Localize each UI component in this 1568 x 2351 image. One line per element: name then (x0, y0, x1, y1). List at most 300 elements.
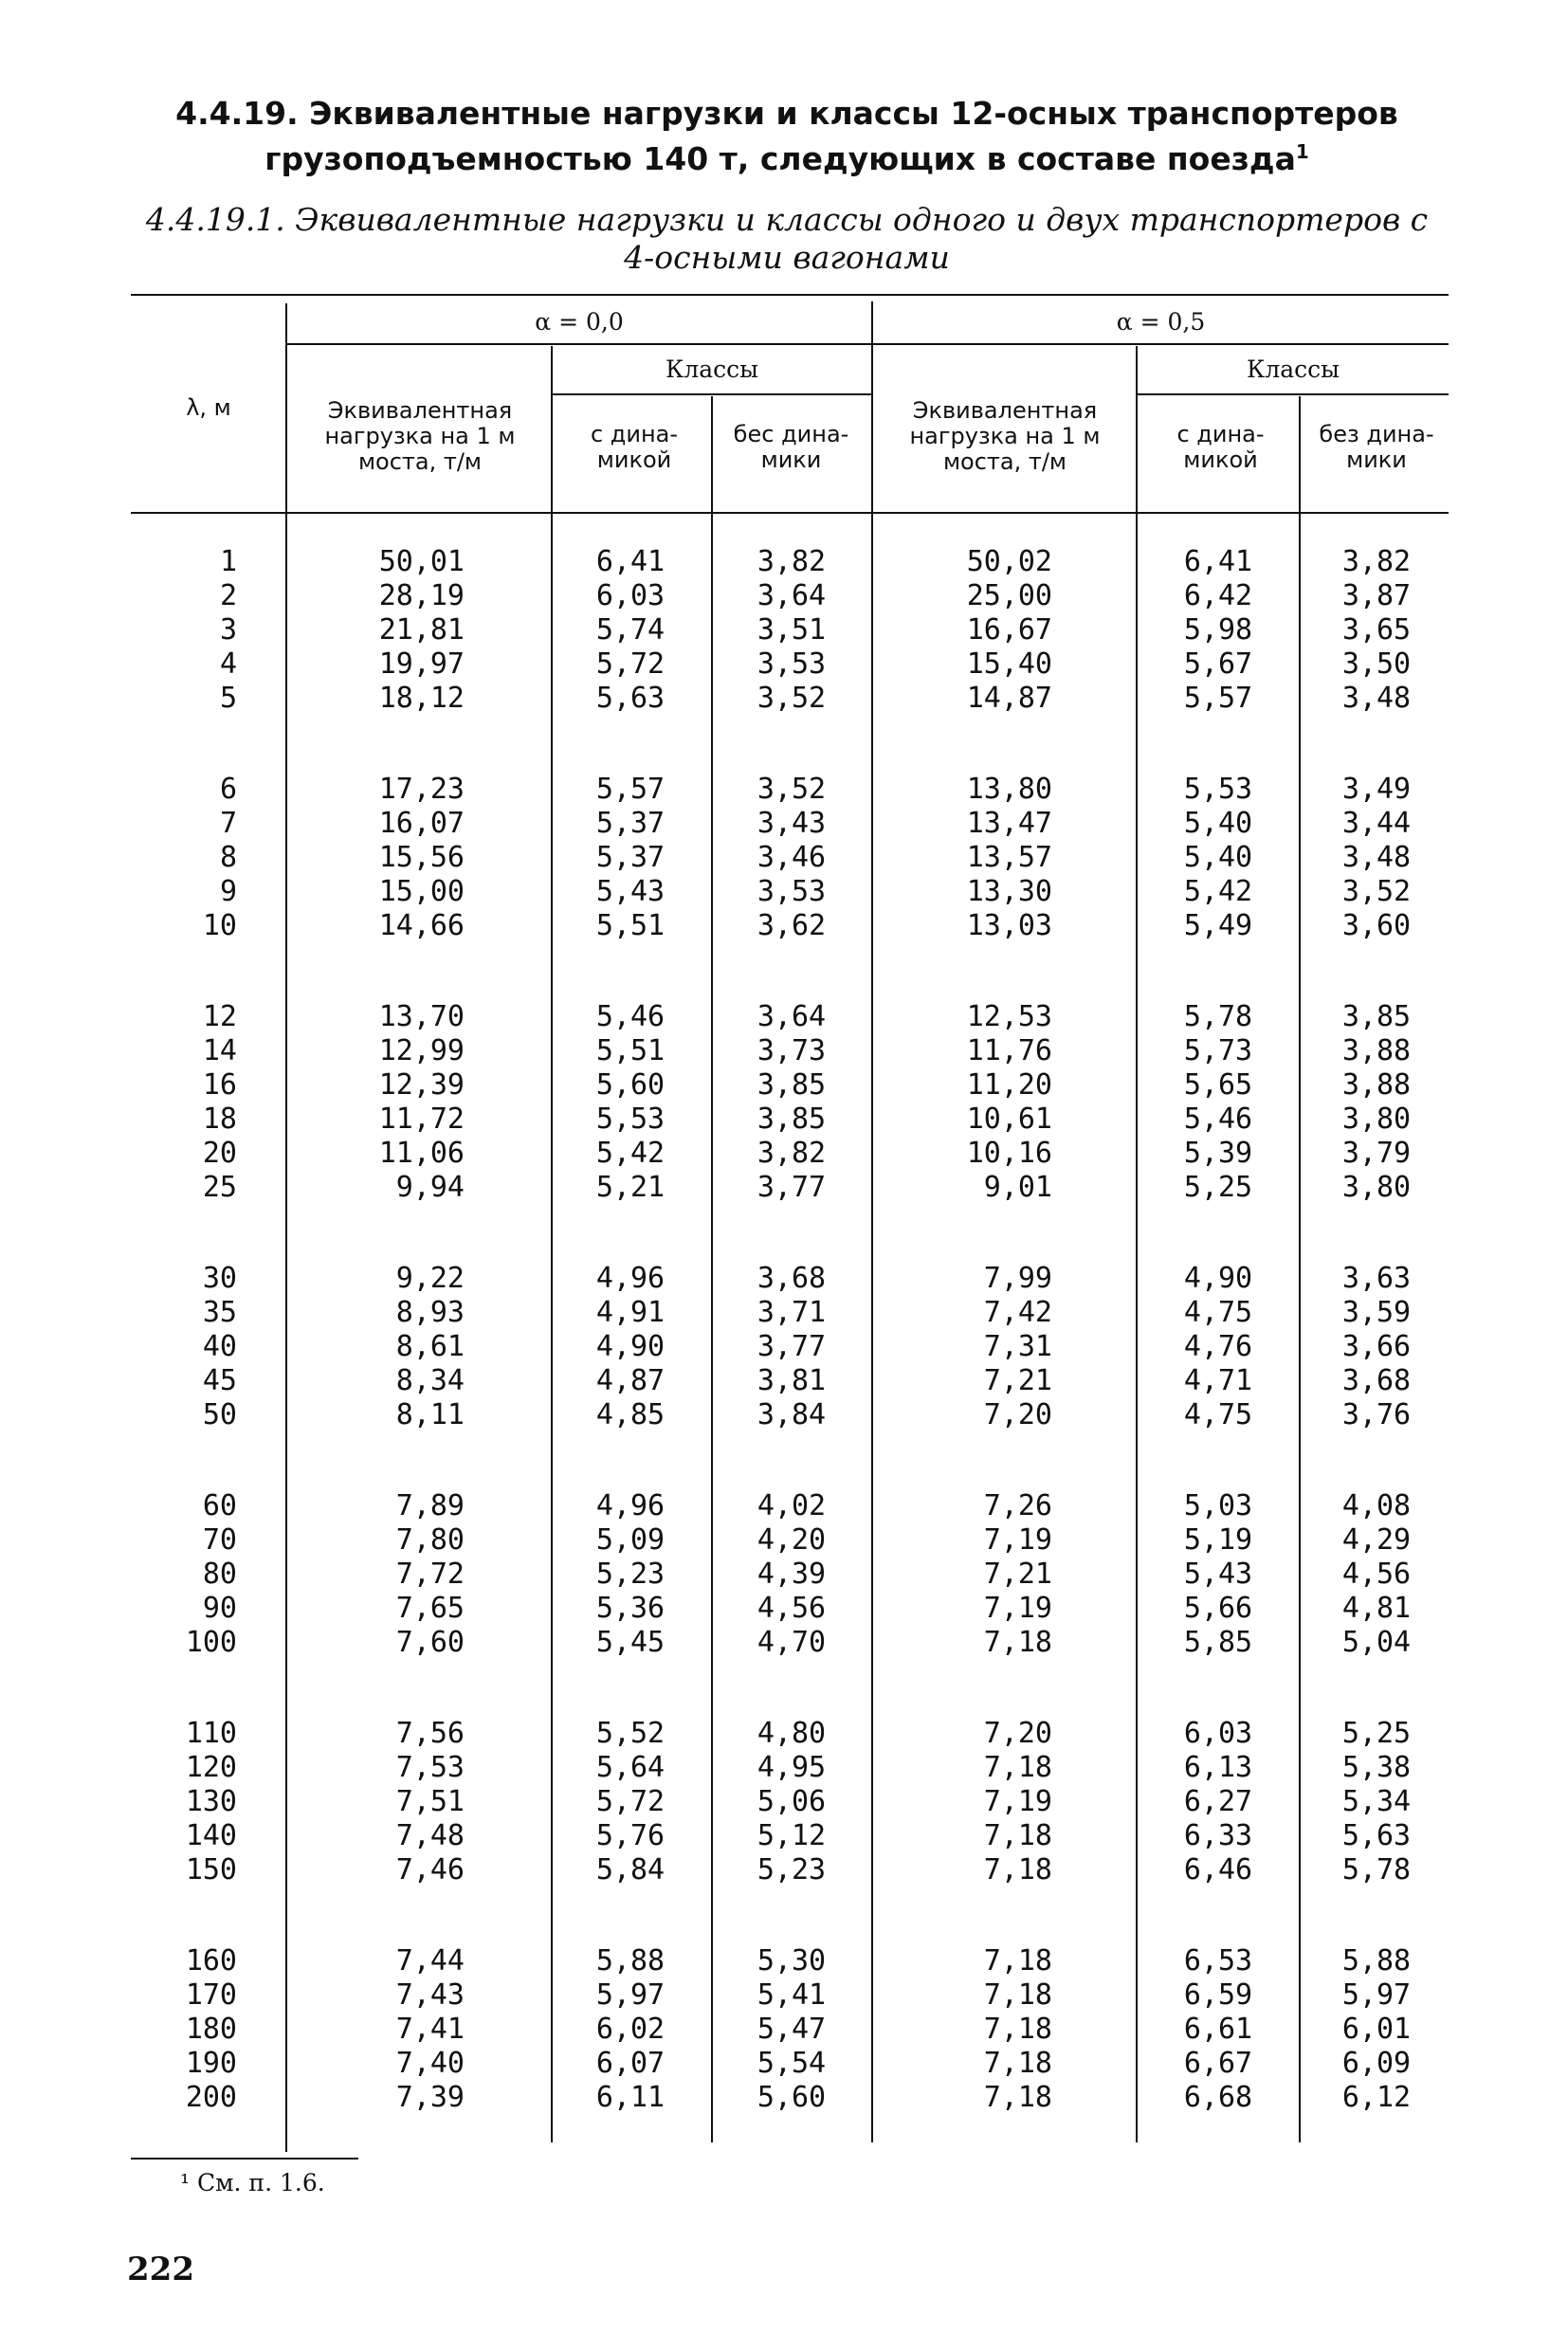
row-group (142, 545, 237, 716)
row-group (1161, 545, 1275, 716)
table-cell: 5,19 (1183, 1523, 1253, 1557)
row-group (735, 1717, 848, 1887)
header-with-dyn-a05: с дина-микой (1176, 421, 1265, 473)
footnote-rule (131, 2158, 358, 2160)
table-cell: 7 (219, 807, 237, 840)
table-cell: 5,34 (1341, 1785, 1412, 1818)
table-cell: 5,65 (1183, 1068, 1253, 1102)
table-cell: 3,63 (1341, 1262, 1412, 1295)
table-cell: 4 (219, 647, 237, 681)
table-cell: 7,18 (983, 1853, 1052, 1886)
table-cell: 6,61 (1183, 2013, 1253, 2046)
table-cell: 30 (202, 1262, 237, 1295)
row-group (1320, 1000, 1433, 1205)
table-cell: 3,52 (757, 682, 827, 715)
table-cell: 190 (185, 2047, 237, 2080)
row-group (1161, 1489, 1275, 1660)
table-cell: 7,46 (395, 1853, 465, 1886)
row-group (735, 1944, 848, 2115)
table-cell: 7,18 (983, 1626, 1052, 1659)
table-cell: 6,01 (1341, 2013, 1412, 2046)
table-cell: 10,16 (966, 1137, 1052, 1170)
table-cell: 5,12 (757, 1819, 827, 1852)
row-group (1161, 1717, 1275, 1887)
table-cell: 3,87 (1341, 579, 1412, 612)
table-cell: 6,68 (1183, 2081, 1253, 2114)
table-cell: 4,96 (595, 1489, 665, 1522)
table-cell: 7,42 (983, 1296, 1052, 1329)
table-cell: 60 (202, 1489, 237, 1522)
table-cell: 5,78 (1341, 1853, 1412, 1886)
table-cell: 3,88 (1341, 1034, 1412, 1067)
table-cell: 3,60 (1341, 909, 1412, 942)
table-cell: 3,50 (1341, 647, 1412, 681)
table-cell: 6,59 (1183, 1978, 1253, 2012)
row-group (574, 1262, 687, 1432)
table-cell: 6,02 (595, 2013, 665, 2046)
row-group (1320, 1262, 1433, 1432)
table-cell: 150 (185, 1853, 237, 1886)
table-cell: 5,53 (595, 1103, 665, 1136)
table-cell: 1 (219, 545, 237, 578)
table-cell: 5,41 (757, 1978, 827, 2012)
table-cell: 18,12 (378, 682, 465, 715)
table-cell: 6,53 (1183, 1944, 1253, 1977)
table-cell: 9,01 (983, 1171, 1052, 1204)
table-cell: 5,09 (595, 1523, 665, 1557)
table-cell: 8 (219, 841, 237, 874)
table-cell: 3,79 (1341, 1137, 1412, 1170)
table-cell: 25 (202, 1171, 237, 1204)
table-cell: 3,48 (1341, 682, 1412, 715)
table-cell: 7,18 (983, 2081, 1052, 2114)
table-cell: 5,40 (1183, 841, 1253, 874)
table-cell: 4,91 (595, 1296, 665, 1329)
row-group (341, 1489, 465, 1660)
table-cell: 5,54 (757, 2047, 827, 2080)
table-cell: 5,74 (595, 613, 665, 647)
row-group (1320, 1944, 1433, 2115)
table-cell: 3,80 (1341, 1171, 1412, 1204)
table-cell: 180 (185, 2013, 237, 2046)
table-cell: 25,00 (966, 579, 1052, 612)
table-cell: 3,77 (757, 1171, 827, 1204)
table-cell: 7,19 (983, 1785, 1052, 1818)
table-cell: 5,37 (595, 841, 665, 874)
table-cell: 7,48 (395, 1819, 465, 1852)
table-cell: 170 (185, 1978, 237, 2012)
table-cell: 6,09 (1341, 2047, 1412, 2080)
row-group (341, 1944, 465, 2115)
table-cell: 16 (202, 1068, 237, 1102)
row-group (142, 1489, 237, 1660)
table-cell: 6,03 (595, 579, 665, 612)
table-cell: 3,66 (1341, 1330, 1412, 1363)
classes-rule-a05 (1138, 393, 1449, 395)
column-a05-with-dynamics (1161, 545, 1275, 2172)
classes-rule-a0 (553, 393, 871, 395)
table-cell: 4,70 (757, 1626, 827, 1659)
row-group (929, 1944, 1052, 2115)
column-a05-without-dynamics (1320, 545, 1433, 2172)
header-group-a0: α = 0,0 (535, 307, 624, 336)
table-cell: 8,61 (395, 1330, 465, 1363)
table-cell: 140 (185, 1819, 237, 1852)
table-cell: 3,53 (757, 647, 827, 681)
table-cell: 50,02 (966, 545, 1052, 578)
row-group (574, 1489, 687, 1660)
column-a05-equiv-load (929, 545, 1052, 2172)
table-cell: 5,25 (1183, 1171, 1253, 1204)
row-group (1320, 545, 1433, 716)
table-cell: 6,46 (1183, 1853, 1253, 1886)
row-group (1320, 1717, 1433, 1887)
table-cell: 5,47 (757, 2013, 827, 2046)
table-cell: 3,82 (1341, 545, 1412, 578)
table-cell: 5,51 (595, 909, 665, 942)
table-cell: 5,98 (1183, 613, 1253, 647)
table-cell: 70 (202, 1523, 237, 1557)
table-cell: 14,87 (966, 682, 1052, 715)
table-cell: 5,38 (1341, 1751, 1412, 1784)
table-cell: 80 (202, 1558, 237, 1591)
table-cell: 5,42 (1183, 875, 1253, 908)
column-a0-equiv-load (341, 545, 465, 2172)
table-cell: 7,72 (395, 1558, 465, 1591)
row-group (735, 545, 848, 716)
table-cell: 6,67 (1183, 2047, 1253, 2080)
table-cell: 3,59 (1341, 1296, 1412, 1329)
vline-a05-dyn (1299, 396, 1301, 2142)
table-cell: 5,88 (1341, 1944, 1412, 1977)
table-cell: 13,03 (966, 909, 1052, 942)
table-cell: 7,80 (395, 1523, 465, 1557)
row-group (341, 545, 465, 716)
table-cell: 4,39 (757, 1558, 827, 1591)
column-a0-with-dynamics (574, 545, 687, 2172)
table-cell: 6,41 (595, 545, 665, 578)
table-cell: 15,40 (966, 647, 1052, 681)
vline-a05-load (1136, 346, 1138, 2142)
table-cell: 50,01 (378, 545, 465, 578)
vline-a0-dyn (711, 396, 713, 2142)
row-group (1161, 1000, 1275, 1205)
table-cell: 3,85 (1341, 1000, 1412, 1033)
table-cell: 3,51 (757, 613, 827, 647)
table-cell: 6,33 (1183, 1819, 1253, 1852)
table-cell: 6,27 (1183, 1785, 1253, 1818)
table-cell: 3,64 (757, 1000, 827, 1033)
table-cell: 3,82 (757, 1137, 827, 1170)
table-cell: 7,18 (983, 2047, 1052, 2080)
table-cell: 4,96 (595, 1262, 665, 1295)
table-cell: 2 (219, 579, 237, 612)
table-cell: 3,46 (757, 841, 827, 874)
header-without-dyn-a0: бес дина-мики (733, 421, 849, 473)
table-cell: 5,30 (757, 1944, 827, 1977)
table-cell: 6,41 (1183, 545, 1253, 578)
table-cell: 130 (185, 1785, 237, 1818)
table-cell: 3,71 (757, 1296, 827, 1329)
table-cell: 4,81 (1341, 1592, 1412, 1625)
table-cell: 7,18 (983, 1978, 1052, 2012)
table-cell: 12,39 (378, 1068, 465, 1102)
group-rule-a05 (873, 343, 1449, 345)
table-cell: 8,93 (395, 1296, 465, 1329)
table-cell: 5,06 (757, 1785, 827, 1818)
row-group (929, 1717, 1052, 1887)
table-cell: 3,80 (1341, 1103, 1412, 1136)
section-heading (142, 95, 1431, 178)
table-cell: 5,21 (595, 1171, 665, 1204)
table-cell: 7,39 (395, 2081, 465, 2114)
table-cell: 5,23 (595, 1558, 665, 1591)
table-cell: 13,30 (966, 875, 1052, 908)
table-cell: 3,62 (757, 909, 827, 942)
table-cell: 5,72 (595, 647, 665, 681)
table-cell: 11,20 (966, 1068, 1052, 1102)
table-cell: 5,46 (595, 1000, 665, 1033)
table-cell: 3,77 (757, 1330, 827, 1363)
table-cell: 160 (185, 1944, 237, 1977)
table-cell: 4,02 (757, 1489, 827, 1522)
table-cell: 5,85 (1183, 1626, 1253, 1659)
table-cell: 28,19 (378, 579, 465, 612)
table-cell: 10,61 (966, 1103, 1052, 1136)
row-group (929, 1489, 1052, 1660)
table-cell: 13,70 (378, 1000, 465, 1033)
table-cell: 3,85 (757, 1068, 827, 1102)
table-cell: 6,03 (1183, 1717, 1253, 1750)
page-number: 222 (127, 2251, 194, 2288)
table-cell: 3,53 (757, 875, 827, 908)
table-cell: 7,31 (983, 1330, 1052, 1363)
row-group (574, 1944, 687, 2115)
table-cell: 6,13 (1183, 1751, 1253, 1784)
table-cell: 40 (202, 1330, 237, 1363)
table-cell: 3,73 (757, 1034, 827, 1067)
table-cell: 9,22 (395, 1262, 465, 1295)
table-cell: 5,78 (1183, 1000, 1253, 1033)
table-cell: 7,60 (395, 1626, 465, 1659)
table-cell: 4,85 (595, 1398, 665, 1431)
row-group (735, 1489, 848, 1660)
table-cell: 5,43 (1183, 1558, 1253, 1591)
table-cell: 13,80 (966, 773, 1052, 806)
table-cell: 3,76 (1341, 1398, 1412, 1431)
table-cell: 5,60 (595, 1068, 665, 1102)
table-cell: 5 (219, 682, 237, 715)
header-lambda: λ, м (186, 393, 231, 421)
vline-lambda (285, 303, 287, 2152)
group-rule-a0 (287, 343, 871, 345)
table-cell: 5,45 (595, 1626, 665, 1659)
table-cell: 3,43 (757, 807, 827, 840)
table-cell: 5,88 (595, 1944, 665, 1977)
table-cell: 110 (185, 1717, 237, 1750)
table-cell: 7,43 (395, 1978, 465, 2012)
table-cell: 6 (219, 773, 237, 806)
table-cell: 10 (202, 909, 237, 942)
table-cell: 5,97 (595, 1978, 665, 2012)
table-cell: 19,97 (378, 647, 465, 681)
table-cell: 16,07 (378, 807, 465, 840)
table-cell: 11,06 (378, 1137, 465, 1170)
table-cell: 3,68 (1341, 1364, 1412, 1397)
row-group (1320, 773, 1433, 943)
table-cell: 5,03 (1183, 1489, 1253, 1522)
table-cell: 5,63 (1341, 1819, 1412, 1852)
table-cell: 5,57 (595, 773, 665, 806)
row-group (142, 773, 237, 943)
header-classes-a05: Классы (1246, 355, 1340, 383)
table-cell: 7,21 (983, 1558, 1052, 1591)
table-cell: 15,56 (378, 841, 465, 874)
table-cell: 5,76 (595, 1819, 665, 1852)
table-cell: 12 (202, 1000, 237, 1033)
table-cell: 4,75 (1183, 1296, 1253, 1329)
table-cell: 35 (202, 1296, 237, 1329)
header-with-dyn-a0: с дина-микой (590, 421, 679, 473)
table-cell: 18 (202, 1103, 237, 1136)
table-cell: 13,57 (966, 841, 1052, 874)
table-cell: 5,42 (595, 1137, 665, 1170)
table-cell: 5,37 (595, 807, 665, 840)
table-cell: 7,99 (983, 1262, 1052, 1295)
table-cell: 120 (185, 1751, 237, 1784)
table-cell: 5,66 (1183, 1592, 1253, 1625)
table-cell: 7,18 (983, 1751, 1052, 1784)
table-cell: 90 (202, 1592, 237, 1625)
table-cell: 5,67 (1183, 647, 1253, 681)
table-cell: 8,34 (395, 1364, 465, 1397)
table-cell: 6,07 (595, 2047, 665, 2080)
table-cell: 7,53 (395, 1751, 465, 1784)
table-cell: 4,56 (757, 1592, 827, 1625)
table-cell: 7,40 (395, 2047, 465, 2080)
table-cell: 5,60 (757, 2081, 827, 2114)
table-cell: 3,44 (1341, 807, 1412, 840)
header-without-dyn-a05: без дина-мики (1319, 421, 1434, 473)
table-cell: 3,64 (757, 579, 827, 612)
table-cell: 7,20 (983, 1717, 1052, 1750)
table-cell: 11,72 (378, 1103, 465, 1136)
table-cell: 4,56 (1341, 1558, 1412, 1591)
table-cell: 9,94 (395, 1171, 465, 1204)
table-cell: 12,99 (378, 1034, 465, 1067)
row-group (929, 773, 1052, 943)
table-cell: 12,53 (966, 1000, 1052, 1033)
table-cell: 3,85 (757, 1103, 827, 1136)
table-cell: 100 (185, 1626, 237, 1659)
table-cell: 9 (219, 875, 237, 908)
column-a0-without-dynamics (735, 545, 848, 2172)
table-cell: 7,65 (395, 1592, 465, 1625)
footnote-mark: 1 (1295, 140, 1309, 163)
table-cell: 7,18 (983, 1944, 1052, 1977)
row-group (341, 773, 465, 943)
table-cell: 14 (202, 1034, 237, 1067)
table-cell: 5,23 (757, 1853, 827, 1886)
row-group (574, 545, 687, 716)
row-group (1161, 1262, 1275, 1432)
table-cell: 6,42 (1183, 579, 1253, 612)
table-cell: 3,48 (1341, 841, 1412, 874)
table-cell: 5,39 (1183, 1137, 1253, 1170)
row-group (929, 1262, 1052, 1432)
table-cell: 4,90 (595, 1330, 665, 1363)
table-cell: 7,19 (983, 1592, 1052, 1625)
table-cell: 5,51 (595, 1034, 665, 1067)
table-cell: 3,84 (757, 1398, 827, 1431)
table-cell: 5,53 (1183, 773, 1253, 806)
header-group-a05: α = 0,5 (1116, 307, 1206, 336)
section-heading-text: 4.4.19. Эквивалентные нагрузки и классы 12-осных транспортеров грузоподъемностью 140 т, следующих в составе поезда (175, 95, 1398, 177)
table-cell: 3,52 (1341, 875, 1412, 908)
table-cell: 17,23 (378, 773, 465, 806)
table-cell: 7,18 (983, 2013, 1052, 2046)
row-group (929, 545, 1052, 716)
table-cell: 3,68 (757, 1262, 827, 1295)
table-cell: 5,36 (595, 1592, 665, 1625)
table-cell: 4,08 (1341, 1489, 1412, 1522)
table-cell: 50 (202, 1398, 237, 1431)
vline-a0-load (551, 346, 553, 2142)
table-cell: 5,43 (595, 875, 665, 908)
table-cell: 200 (185, 2081, 237, 2114)
table-cell: 7,20 (983, 1398, 1052, 1431)
table-cell: 21,81 (378, 613, 465, 647)
row-group (142, 1944, 237, 2115)
table-cell: 13,47 (966, 807, 1052, 840)
table-cell: 7,51 (395, 1785, 465, 1818)
table-cell: 5,04 (1341, 1626, 1412, 1659)
row-group (341, 1262, 465, 1432)
row-group (142, 1262, 237, 1432)
table-cell: 4,71 (1183, 1364, 1253, 1397)
table-cell: 6,12 (1341, 2081, 1412, 2114)
row-group (142, 1717, 237, 1887)
table-cell: 3,49 (1341, 773, 1412, 806)
table-cell: 7,89 (395, 1489, 465, 1522)
row-group (1320, 1489, 1433, 1660)
table-cell: 4,75 (1183, 1398, 1253, 1431)
table-cell: 4,20 (757, 1523, 827, 1557)
table-cell: 7,44 (395, 1944, 465, 1977)
row-group (574, 1000, 687, 1205)
row-group (1161, 1944, 1275, 2115)
table-cell: 5,73 (1183, 1034, 1253, 1067)
table-cell: 20 (202, 1137, 237, 1170)
table-cell: 5,46 (1183, 1103, 1253, 1136)
table-cell: 5,25 (1341, 1717, 1412, 1750)
table-cell: 7,41 (395, 2013, 465, 2046)
table-cell: 3,82 (757, 545, 827, 578)
vline-groups (871, 301, 873, 2142)
table-cell: 14,66 (378, 909, 465, 942)
header-bottom-rule (131, 512, 1449, 514)
row-group (735, 1000, 848, 1205)
header-equiv-load-a05: Эквивалентная нагрузка на 1 м моста, т/м (909, 396, 1101, 475)
row-group (341, 1717, 465, 1887)
row-group (142, 1000, 237, 1205)
table-top-rule (131, 294, 1449, 296)
table-cell: 4,76 (1183, 1330, 1253, 1363)
table-cell: 7,19 (983, 1523, 1052, 1557)
table-cell: 3,52 (757, 773, 827, 806)
table-cell: 6,11 (595, 2081, 665, 2114)
footnote: ¹ См. п. 1.6. (180, 2169, 325, 2196)
